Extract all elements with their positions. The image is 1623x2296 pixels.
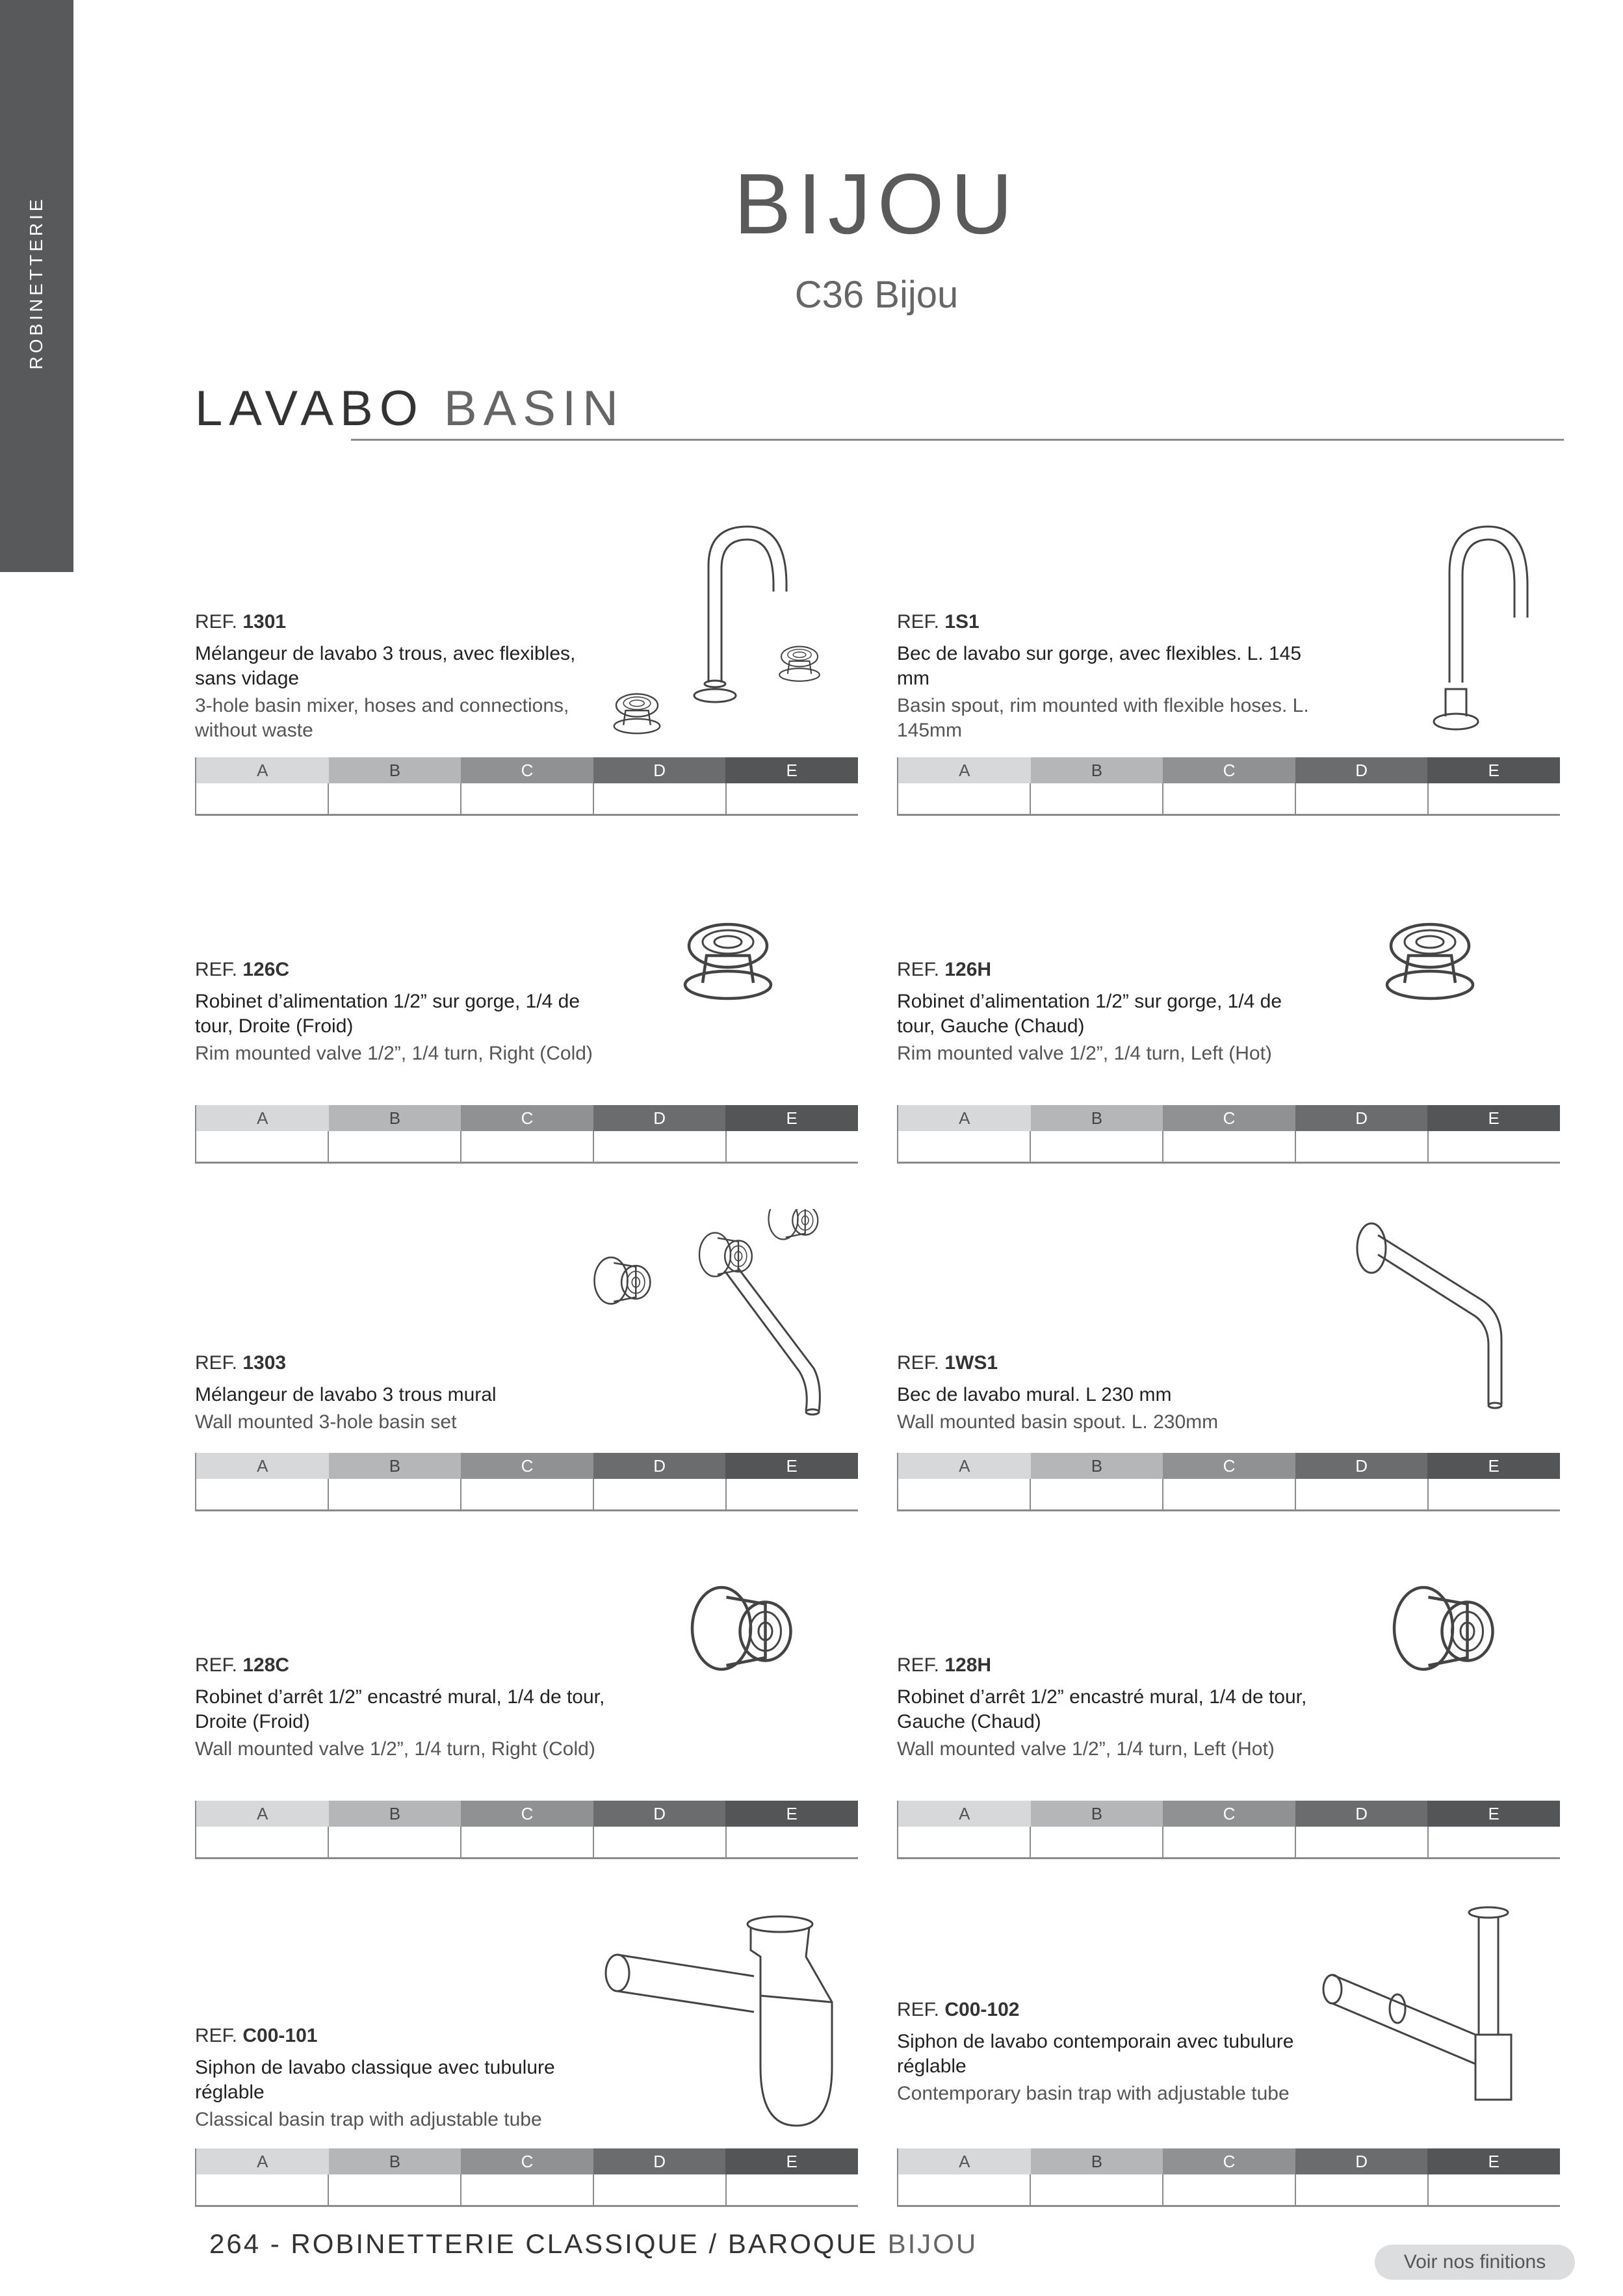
finish-label: D (593, 2148, 726, 2174)
finish-label: C (461, 757, 593, 783)
finish-label: C (461, 2148, 593, 2174)
product-ref: REF. 128C (195, 1654, 290, 1676)
finish-label: E (1427, 757, 1560, 783)
finish-label: B (329, 1453, 461, 1479)
finish-table (195, 1801, 858, 1859)
finish-label: C (1163, 2148, 1295, 2174)
page-footer (209, 2228, 978, 2260)
finish-label: C (461, 1801, 593, 1827)
product-description-en: Wall mounted valve 1/2”, 1/4 turn, Right (Cold) (195, 1738, 595, 1760)
finish-label: B (1031, 2148, 1163, 2174)
product-ref: REF. 126C (195, 959, 290, 980)
finish-label: B (1031, 1801, 1163, 1827)
product-ref: REF. 1S1 (897, 611, 980, 633)
product-description-fr: Mélangeur de lavabo 3 trous mural (195, 1384, 497, 1405)
finish-table (195, 1105, 858, 1164)
finish-label: C (461, 1105, 593, 1131)
page-subtitle: C36 Bijou (794, 274, 959, 316)
basin-mixer-3-hole-icon (585, 514, 858, 754)
finish-label: D (593, 1801, 726, 1827)
classic-trap-icon (585, 1905, 858, 2145)
finish-label: A (196, 2148, 329, 2174)
finish-label: B (329, 757, 461, 783)
product-description-en: Wall mounted 3-hole basin set (195, 1411, 457, 1433)
finish-label: E (725, 757, 858, 783)
finish-label: D (1295, 1453, 1428, 1479)
product-ref: REF. 128H (897, 1654, 992, 1676)
product-description-en: Contemporary basin trap with adjustable tube (897, 2083, 1290, 2104)
finish-table (897, 1105, 1560, 1164)
product-description-fr: Bec de lavabo sur gorge, avec flexibles. L. 145 mm (897, 643, 1302, 689)
finish-table (195, 757, 858, 816)
product-ref: REF. C00-102 (897, 1999, 1020, 2020)
finish-label: A (196, 1453, 329, 1479)
page-title: BIJOU (734, 156, 1019, 252)
product-ref: REF. 1WS1 (897, 1352, 998, 1374)
product-description-fr: Bec de lavabo mural. L 230 mm (897, 1384, 1172, 1405)
finish-label: D (1295, 2148, 1428, 2174)
finish-label: C (1163, 757, 1295, 783)
finish-table (195, 2148, 858, 2207)
finish-table (897, 757, 1560, 816)
product-ref: REF. 126H (897, 959, 992, 980)
finish-label: B (1031, 1453, 1163, 1479)
product-description-en: Rim mounted valve 1/2”, 1/4 turn, Right (Cold) (195, 1043, 593, 1064)
finish-label: E (725, 1105, 858, 1131)
section-title-fr: LAVABO (195, 381, 424, 436)
product-description-en: Wall mounted valve 1/2”, 1/4 turn, Left (Hot) (897, 1738, 1275, 1760)
footer-page-label: 264 - ROBINETTERIE CLASSIQUE / BAROQUE (209, 2228, 878, 2259)
rim-valve-icon (1287, 861, 1560, 1102)
finish-label: E (725, 2148, 858, 2174)
product-description-en: Basin spout, rim mounted with flexible hoses. L. 145mm (897, 695, 1309, 741)
finish-label: E (725, 1453, 858, 1479)
finish-label: C (1163, 1801, 1295, 1827)
finish-table (897, 1801, 1560, 1859)
product-description-en: Wall mounted basin spout. L. 230mm (897, 1411, 1219, 1433)
product-description-en: 3-hole basin mixer, hoses and connections, without waste (195, 695, 569, 741)
basin-spout-icon (1287, 514, 1560, 754)
product-description-fr: Siphon de lavabo classique avec tubulure réglable (195, 2057, 555, 2103)
product-description-fr: Robinet d’arrêt 1/2” encastré mural, 1/4 de tour, Droite (Froid) (195, 1686, 605, 1732)
finish-table (897, 2148, 1560, 2207)
finish-label: E (1427, 1105, 1560, 1131)
finish-label: B (1031, 757, 1163, 783)
finish-label: C (1163, 1453, 1295, 1479)
finish-label: E (1427, 1801, 1560, 1827)
section-divider (351, 439, 1564, 441)
product-description-fr: Robinet d’arrêt 1/2” encastré mural, 1/4 de tour, Gauche (Chaud) (897, 1686, 1307, 1732)
finish-label: A (898, 1105, 1031, 1131)
section-title-en: BASIN (443, 381, 625, 436)
finish-label: A (196, 1801, 329, 1827)
product-description-en: Rim mounted valve 1/2”, 1/4 turn, Left (Hot) (897, 1043, 1272, 1064)
finish-label: C (1163, 1105, 1295, 1131)
finish-table (897, 1453, 1560, 1511)
finish-label: A (898, 1453, 1031, 1479)
finish-label: B (329, 2148, 461, 2174)
rim-valve-icon (585, 861, 858, 1102)
finish-label: A (196, 757, 329, 783)
finish-table (195, 1453, 858, 1511)
sidebar-label: ROBINETTERIE (26, 196, 46, 370)
finish-label: E (1427, 2148, 1560, 2174)
wall-valve-icon (585, 1557, 858, 1797)
finish-label: D (1295, 757, 1428, 783)
finish-label: A (898, 2148, 1031, 2174)
finish-label: D (593, 757, 726, 783)
product-description-fr: Mélangeur de lavabo 3 trous, avec flexibles, sans vidage (195, 643, 576, 689)
finish-label: E (1427, 1453, 1560, 1479)
wall-spout-icon (1287, 1209, 1560, 1450)
finish-label: D (593, 1453, 726, 1479)
contemporary-trap-icon (1287, 1905, 1560, 2145)
footer-accent: BIJOU (887, 2228, 978, 2259)
finish-label: D (593, 1105, 726, 1131)
finish-label: B (329, 1801, 461, 1827)
product-ref: REF. 1303 (195, 1352, 287, 1374)
finish-label: C (461, 1453, 593, 1479)
product-description-fr: Siphon de lavabo contemporain avec tubulure réglable (897, 2031, 1294, 2077)
product-ref: REF. 1301 (195, 611, 287, 633)
see-finishes-button[interactable]: Voir nos finitions (1375, 2245, 1575, 2280)
product-description-fr: Robinet d’alimentation 1/2” sur gorge, 1/4 de tour, Gauche (Chaud) (897, 991, 1282, 1037)
finish-label: A (898, 1801, 1031, 1827)
wall-basin-set-icon (585, 1209, 858, 1450)
section-heading (195, 380, 625, 437)
product-ref: REF. C00-101 (195, 2025, 318, 2046)
finish-label: D (1295, 1801, 1428, 1827)
product-description-en: Classical basin trap with adjustable tube (195, 2109, 542, 2130)
product-description-fr: Robinet d’alimentation 1/2” sur gorge, 1/4 de tour, Droite (Froid) (195, 991, 580, 1037)
finish-label: A (898, 757, 1031, 783)
wall-valve-icon (1287, 1557, 1560, 1797)
finish-label: B (329, 1105, 461, 1131)
finish-label: E (725, 1801, 858, 1827)
finish-label: D (1295, 1105, 1428, 1131)
finish-label: B (1031, 1105, 1163, 1131)
finish-label: A (196, 1105, 329, 1131)
